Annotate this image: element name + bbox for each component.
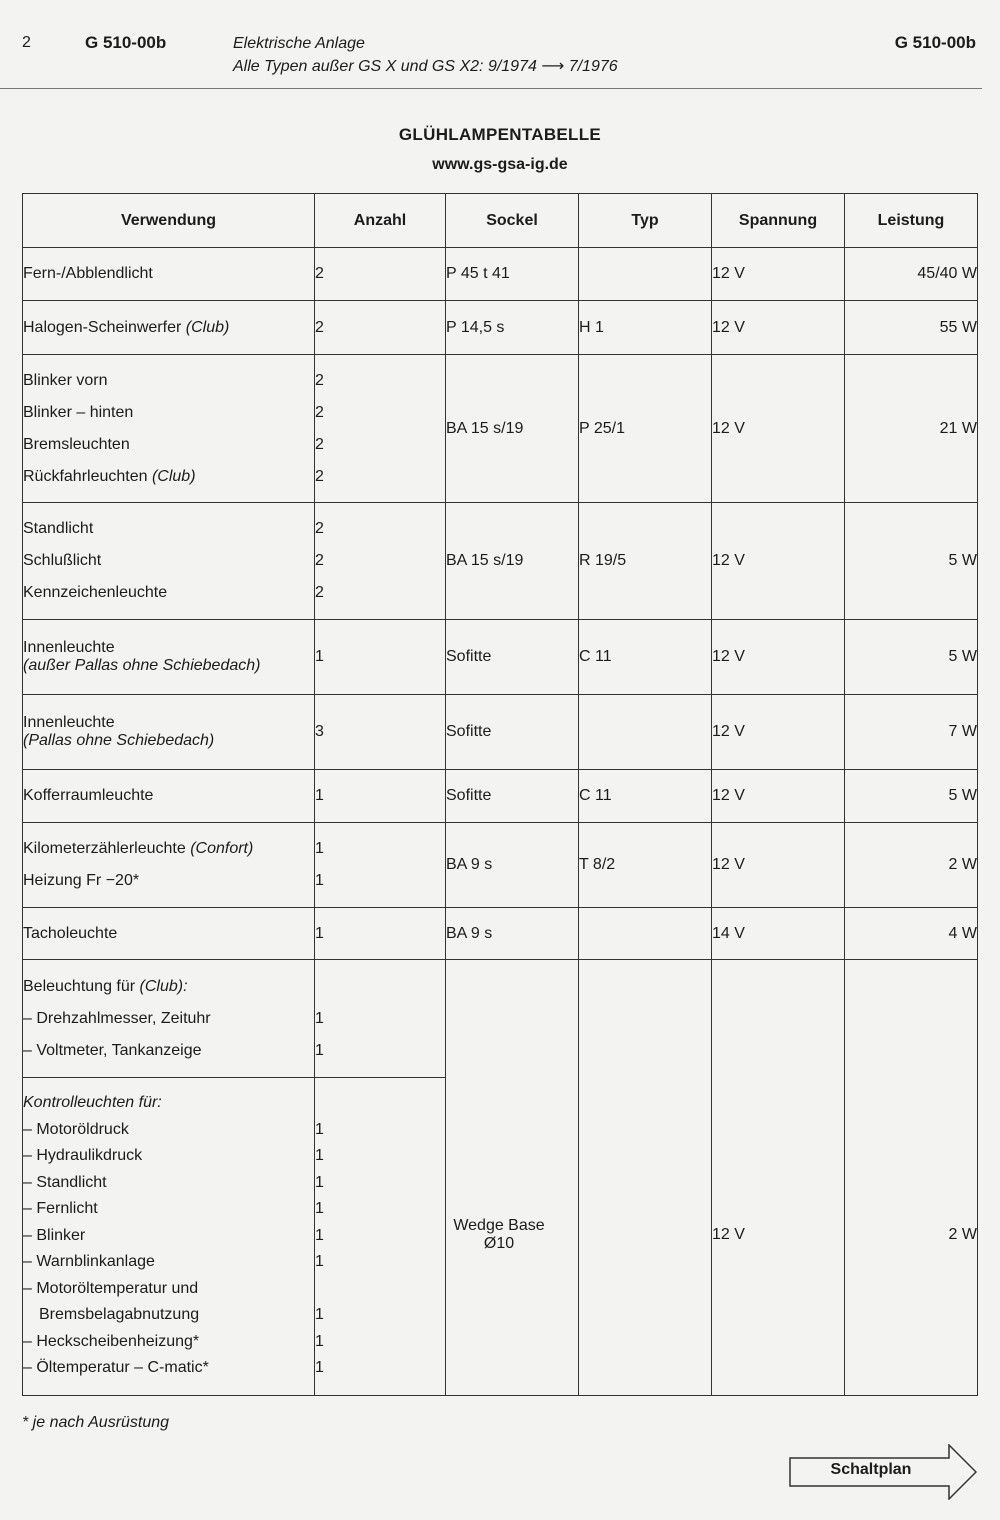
cell-voltage: 12 V	[712, 248, 845, 301]
count-line: 2	[315, 403, 324, 421]
col-header-type: Typ	[579, 194, 712, 248]
cell-type: C 11	[579, 770, 712, 823]
count-line: 1	[315, 1226, 324, 1244]
col-header-voltage: Spannung	[712, 194, 845, 248]
cell-power: 5 W	[845, 620, 978, 695]
cell-count: 1	[315, 908, 446, 960]
count-line: 1	[315, 1173, 324, 1191]
cell-type: C 11	[579, 620, 712, 695]
use-text: Innenleuchte	[23, 639, 115, 656]
count-line: 1	[315, 1359, 324, 1376]
cell-use: Kofferraumleuchte	[23, 770, 315, 823]
col-header-socket: Sockel	[446, 194, 579, 248]
schaltplan-link[interactable]: Schaltplan	[830, 1461, 912, 1478]
cell-count: 2	[315, 301, 446, 355]
cell-use	[23, 620, 315, 695]
use-text: Kilometerzählerleuchte	[23, 840, 186, 857]
cell-count	[315, 503, 446, 620]
count-line: 1	[315, 1120, 324, 1138]
cell-voltage: 12 V	[712, 301, 845, 355]
use-line: Kennzeichenleuchte	[23, 584, 168, 601]
table-row	[23, 960, 978, 1078]
use-text: Halogen-Scheinwerfer	[23, 318, 182, 336]
use-text: Rückfahrleuchten	[23, 467, 148, 485]
cell-count-lighting	[315, 960, 446, 1078]
cell-socket: Sofitte	[446, 620, 579, 695]
count-list	[315, 1078, 445, 1382]
control-list	[23, 1078, 314, 1382]
voltage-text: 12 V	[712, 1226, 745, 1243]
count-line	[315, 1276, 445, 1303]
count-line: 1	[315, 1147, 324, 1164]
cell-voltage: 12 V	[712, 770, 845, 823]
power-text: 2 W	[948, 1226, 977, 1243]
cell-socket: BA 9 s	[446, 823, 579, 908]
document-code-left: G 510-00b	[85, 33, 167, 52]
count-line: 2	[315, 584, 324, 601]
cell-type	[579, 908, 712, 960]
cell-type: P 25/1	[579, 355, 712, 503]
table-row	[23, 248, 978, 301]
footnote: * je nach Ausrüstung	[22, 1414, 170, 1431]
use-line: Heizung Fr −20*	[23, 872, 140, 889]
use-line: Blinker vorn	[23, 371, 108, 389]
cell-socket: BA 15 s/19	[446, 355, 579, 503]
cell-count: 2	[315, 248, 446, 301]
cell-use-control	[23, 1078, 315, 1396]
count-line	[315, 1090, 445, 1117]
use-line: – Warnblinkanlage	[23, 1253, 155, 1270]
website-url: www.gs-gsa-ig.de	[432, 156, 568, 173]
cell-count: 3	[315, 695, 446, 770]
cell-power: 45/40 W	[845, 248, 978, 301]
table-header-row	[23, 194, 978, 248]
cell-socket: P 14,5 s	[446, 301, 579, 355]
cell-type	[579, 695, 712, 770]
use-line	[23, 833, 314, 865]
use-line: – Heckscheibenheizung*	[23, 1332, 200, 1350]
page-title: GLÜHLAMPENTABELLE	[398, 125, 602, 144]
count-line: 1	[315, 1253, 324, 1270]
count-line: 2	[315, 371, 324, 389]
use-sub-note: (außer Pallas ohne Schiebedach)	[23, 657, 261, 674]
cell-power: 21 W	[845, 355, 978, 503]
count-line: 1	[315, 872, 324, 889]
count-line: 1	[315, 840, 324, 857]
table-row	[23, 503, 978, 620]
col-header-use: Verwendung	[23, 194, 315, 248]
cell-use-lighting	[23, 960, 315, 1078]
table-row	[23, 823, 978, 908]
col-header-power: Leistung	[845, 194, 978, 248]
cell-count: 1	[315, 770, 446, 823]
cell-use	[23, 355, 315, 503]
cell-type: H 1	[579, 301, 712, 355]
use-note: (Confort)	[190, 840, 254, 857]
use-line	[23, 461, 314, 493]
use-sub-note: (Pallas ohne Schiebedach)	[23, 732, 215, 749]
count-line	[315, 971, 445, 1003]
count-line: 1	[315, 1332, 324, 1350]
cell-voltage: 14 V	[712, 908, 845, 960]
cell-type: T 8/2	[579, 823, 712, 908]
table-row	[23, 301, 978, 355]
use-line: Kontrolleuchten für:	[23, 1094, 162, 1111]
table-row	[23, 620, 978, 695]
cell-count: 1	[315, 620, 446, 695]
use-line: – Standlicht	[23, 1173, 107, 1191]
count-line: 1	[315, 1041, 324, 1059]
use-note: (Club)	[185, 318, 230, 336]
cell-voltage: 12 V	[712, 695, 845, 770]
use-line: Blinker – hinten	[23, 403, 134, 421]
cell-power: 2 W	[845, 823, 978, 908]
count-line: 1	[315, 1200, 324, 1217]
cell-socket: BA 15 s/19	[446, 503, 579, 620]
use-line: – Voltmeter, Tankanzeige	[23, 1041, 202, 1059]
document-code-right: G 510-00b	[894, 33, 976, 52]
cell-socket: P 45 t 41	[446, 248, 579, 301]
cell-use	[23, 695, 315, 770]
cell-voltage: 12 V	[712, 503, 845, 620]
col-header-count: Anzahl	[315, 194, 446, 248]
use-line: – Drehzahlmesser, Zeituhr	[23, 1009, 211, 1027]
use-line: – Fernlicht	[23, 1200, 98, 1217]
cell-use	[23, 503, 315, 620]
cell-power: 4 W	[845, 908, 978, 960]
socket-line: Wedge Base	[453, 1217, 545, 1234]
use-line: – Öltemperatur – C-matic*	[23, 1359, 209, 1376]
header-section-title: Elektrische Anlage	[233, 35, 365, 52]
cell-count-control	[315, 1078, 446, 1396]
cell-type: R 19/5	[579, 503, 712, 620]
use-text: Beleuchtung für	[23, 977, 136, 995]
cell-socket: Sofitte	[446, 770, 579, 823]
use-note: (Club)	[151, 467, 196, 485]
use-line: – Motoröldruck	[23, 1120, 129, 1138]
cell-count	[315, 823, 446, 908]
count-line: 2	[315, 552, 324, 569]
cell-socket: BA 9 s	[446, 908, 579, 960]
use-line: Bremsleuchten	[23, 435, 130, 453]
use-line: Bremsbelagabnutzung	[39, 1306, 200, 1323]
use-line: – Motoröltemperatur und	[23, 1279, 199, 1297]
cell-power: 55 W	[845, 301, 978, 355]
cell-voltage: 12 V	[712, 620, 845, 695]
cell-voltage: 12 V	[712, 355, 845, 503]
count-line: 1	[315, 1009, 324, 1027]
use-line: – Blinker	[23, 1226, 86, 1244]
count-line: 1	[315, 1306, 324, 1323]
bulb-table	[22, 193, 978, 1396]
use-note: (Club):	[139, 977, 188, 995]
cell-use: Fern-/Abblendlicht	[23, 248, 315, 301]
table-row	[23, 695, 978, 770]
use-line: Schlußlicht	[23, 552, 102, 569]
cell-use	[23, 823, 315, 908]
count-line: 2	[315, 520, 324, 537]
cell-use: Tacholeuchte	[23, 908, 315, 960]
count-line: 2	[315, 435, 324, 453]
cell-use	[23, 301, 315, 355]
table-row	[23, 355, 978, 503]
cell-power: 5 W	[845, 503, 978, 620]
cell-voltage: 12 V	[712, 823, 845, 908]
use-text: Innenleuchte	[23, 714, 115, 731]
header-applicability: Alle Typen außer GS X und GS X2: 9/1974 ⟶ 7/1976	[233, 58, 618, 75]
header-rule	[0, 88, 982, 89]
cell-voltage-shared	[712, 960, 845, 1396]
cell-power-shared	[845, 960, 978, 1396]
cell-type	[579, 248, 712, 301]
table-row	[23, 770, 978, 823]
cell-power: 5 W	[845, 770, 978, 823]
table-row	[23, 908, 978, 960]
use-line: Standlicht	[23, 520, 94, 537]
use-line	[23, 971, 314, 1003]
cell-count	[315, 355, 446, 503]
socket-line: Ø10	[483, 1235, 515, 1252]
cell-power: 7 W	[845, 695, 978, 770]
cell-type-shared	[579, 960, 712, 1396]
cell-socket-shared	[446, 960, 579, 1396]
page-number: 2	[22, 34, 31, 51]
cell-socket: Sofitte	[446, 695, 579, 770]
use-line: – Hydraulikdruck	[23, 1147, 143, 1164]
count-line: 2	[315, 467, 324, 485]
